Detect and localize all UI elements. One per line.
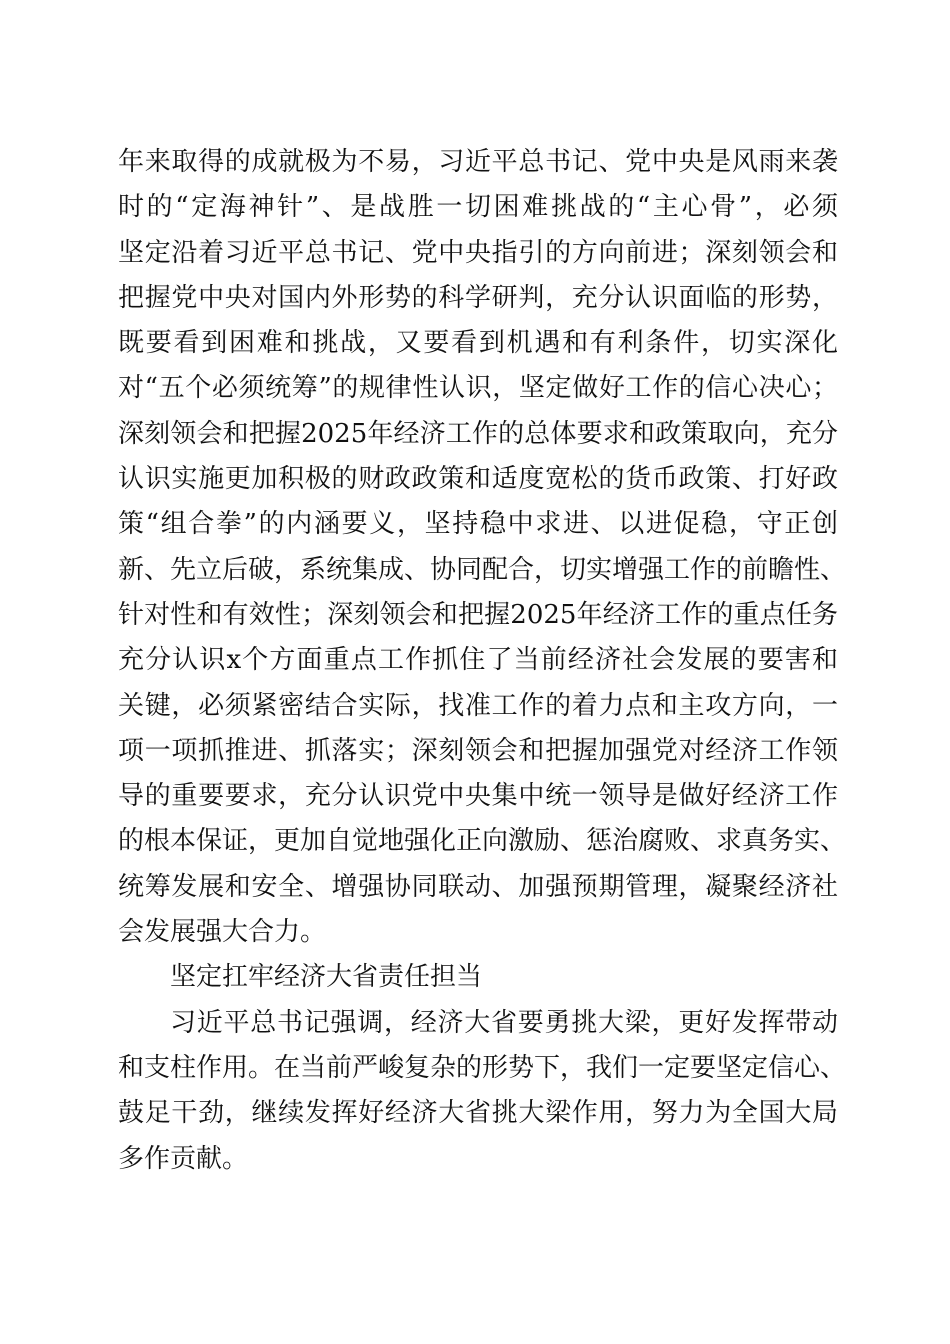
paragraph-line: 认识实施更加积极的财政政策和适度宽松的货币政策、打好政 [118,464,838,495]
paragraph-line: 年来取得的成就极为不易，习近平总书记、党中央是风雨来袭 [118,147,838,177]
paragraph-line: 深刻领会和把握2025年经济工作的总体要求和政策取向，充分 [118,418,838,449]
paragraph-line: 新、先立后破，系统集成、协同配合，切实增强工作的前瞻性、 [118,554,847,585]
paragraph-line: 策“组合拳”的内涵要义，坚持稳中求进、以进促稳，守正创 [118,509,838,540]
paragraph-line: 关键，必须紧密结合实际，找准工作的着力点和主攻方向，一 [118,690,838,721]
paragraph-line: 项一项抓推进、抓落实；深刻领会和把握加强党对经济工作领 [118,735,838,766]
document-body [118,140,847,1182]
section-heading: 坚定扛牢经济大省责任担当 [170,962,483,993]
paragraph-line: 对“五个必须统筹”的规律性认识，坚定做好工作的信心决心； [118,373,838,404]
paragraph-line: 把握党中央对国内外形势的科学研判，充分认识面临的形势， [118,282,838,313]
paragraph-line: 针对性和有效性；深刻领会和把握2025年经济工作的重点任务 [118,599,838,630]
paragraph-line: 充分认识x个方面重点工作抓住了当前经济社会发展的要害和 [118,645,838,676]
paragraph-line: 和支柱作用。在当前严峻复杂的形势下，我们一定要坚定信心、 [118,1052,847,1083]
paragraph-line: 多作贡献。 [118,1143,249,1174]
paragraph-line: 习近平总书记强调，经济大省要勇挑大梁，更好发挥带动 [170,1007,838,1038]
paragraph-line: 的根本保证，更加自觉地强化正向激励、惩治腐败、求真务实、 [118,826,847,857]
paragraph-line: 既要看到困难和挑战，又要看到机遇和有利条件，切实深化 [118,328,838,359]
paragraph-line: 会发展强大合力。 [118,917,327,948]
paragraph-line: 鼓足干劲，继续发挥好经济大省挑大梁作用，努力为全国大局 [118,1098,838,1129]
paragraph-line: 时的“定海神针”、是战胜一切困难挑战的“主心骨”，必须 [118,192,838,223]
paragraph-line: 导的重要要求，充分认识党中央集中统一领导是做好经济工作 [118,781,838,812]
paragraph-line: 统筹发展和安全、增强协同联动、加强预期管理，凝聚经济社 [118,871,838,902]
paragraph-line: 坚定沿着习近平总书记、党中央指引的方向前进；深刻领会和 [118,237,838,268]
